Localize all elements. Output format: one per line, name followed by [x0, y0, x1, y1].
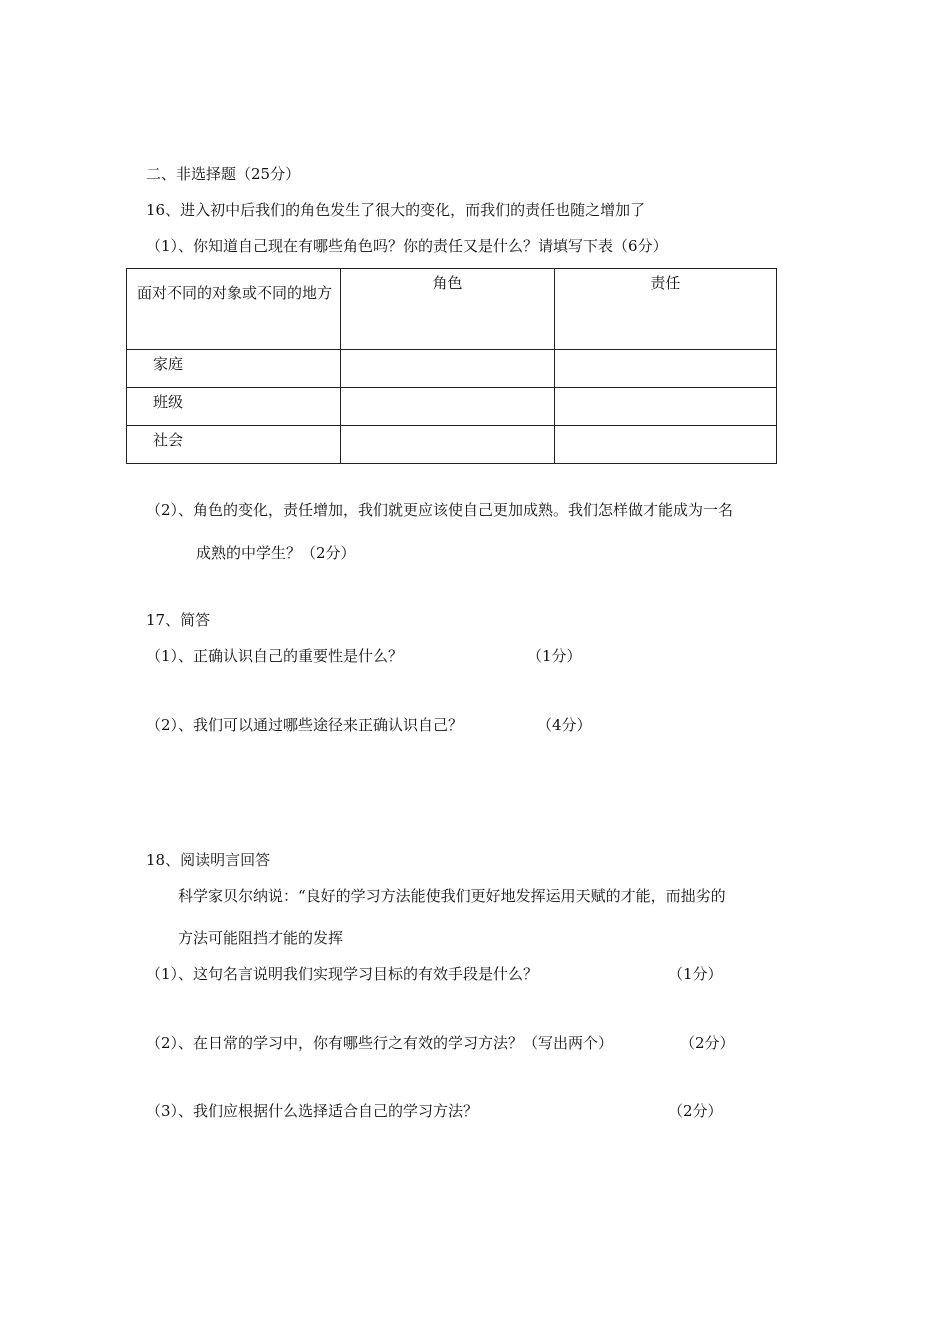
answer-cell-responsibility-class[interactable]	[554, 388, 776, 426]
table-row	[127, 426, 777, 464]
row-label-class: 班级	[153, 393, 184, 411]
q17-stem: 17、简答	[146, 611, 211, 629]
answer-cell-responsibility-society[interactable]	[554, 426, 776, 464]
row-label-cell	[127, 426, 341, 464]
q17-sub1: （1）、正确认识自己的重要性是什么？	[146, 647, 404, 665]
q18-sub3-score: （2分）	[668, 1102, 723, 1120]
header-responsibility-label: 责任	[650, 274, 681, 292]
answer-cell-role-society[interactable]	[341, 426, 554, 464]
answer-cell-role-class[interactable]	[341, 388, 554, 426]
q18-quote-line2: 方法可能阻挡才能的发挥	[178, 929, 344, 947]
q18-sub2: （2）、在日常的学习中，你有哪些行之有效的学习方法？（写出两个）	[146, 1034, 614, 1052]
answer-cell-role-family[interactable]	[341, 350, 554, 388]
table-row	[127, 350, 777, 388]
table-header-row	[127, 269, 777, 350]
roles-table	[126, 268, 777, 464]
q18-stem: 18、阅读明言回答	[146, 851, 271, 869]
q16-stem: 16、进入初中后我们的角色发生了很大的变化，而我们的责任也随之增加了	[146, 201, 646, 219]
row-label-cell	[127, 388, 341, 426]
row-label-family: 家庭	[153, 355, 184, 373]
row-label-society: 社会	[153, 431, 184, 449]
table-row	[127, 388, 777, 426]
header-role-label: 角色	[432, 274, 463, 292]
q18-sub1: （1）、这句名言说明我们实现学习目标的有效手段是什么？	[146, 965, 539, 983]
q17-sub2-score: （4分）	[537, 716, 592, 734]
q18-sub2-score: （2分）	[680, 1034, 735, 1052]
q16-sub2-line1: （2）、角色的变化，责任增加，我们就更应该使自己更加成熟。我们怎样做才能成为一名	[146, 501, 734, 519]
q16-sub2-line2: 成熟的中学生？（2分）	[196, 544, 356, 562]
header-target-label: 面对不同的对象或不同的地方	[137, 284, 333, 302]
q17-sub2: （2）、我们可以通过哪些途径来正确认识自己？	[146, 716, 464, 734]
header-cell-role	[341, 269, 554, 350]
section-title: 二、非选择题（25分）	[146, 165, 301, 183]
row-label-cell	[127, 350, 341, 388]
answer-cell-responsibility-family[interactable]	[554, 350, 776, 388]
header-cell-responsibility	[554, 269, 776, 350]
q16-sub1: （1）、你知道自己现在有哪些角色吗？你的责任又是什么？请填写下表（6分）	[146, 237, 668, 255]
q17-sub1-score: （1分）	[527, 647, 582, 665]
header-cell-target	[127, 269, 341, 350]
q18-sub3: （3）、我们应根据什么选择适合自己的学习方法？	[146, 1102, 479, 1120]
q18-sub1-score: （1分）	[668, 965, 723, 983]
q18-quote-line1: 科学家贝尔纳说：“良好的学习方法能使我们更好地发挥运用天赋的才能，而拙劣的	[178, 887, 726, 905]
